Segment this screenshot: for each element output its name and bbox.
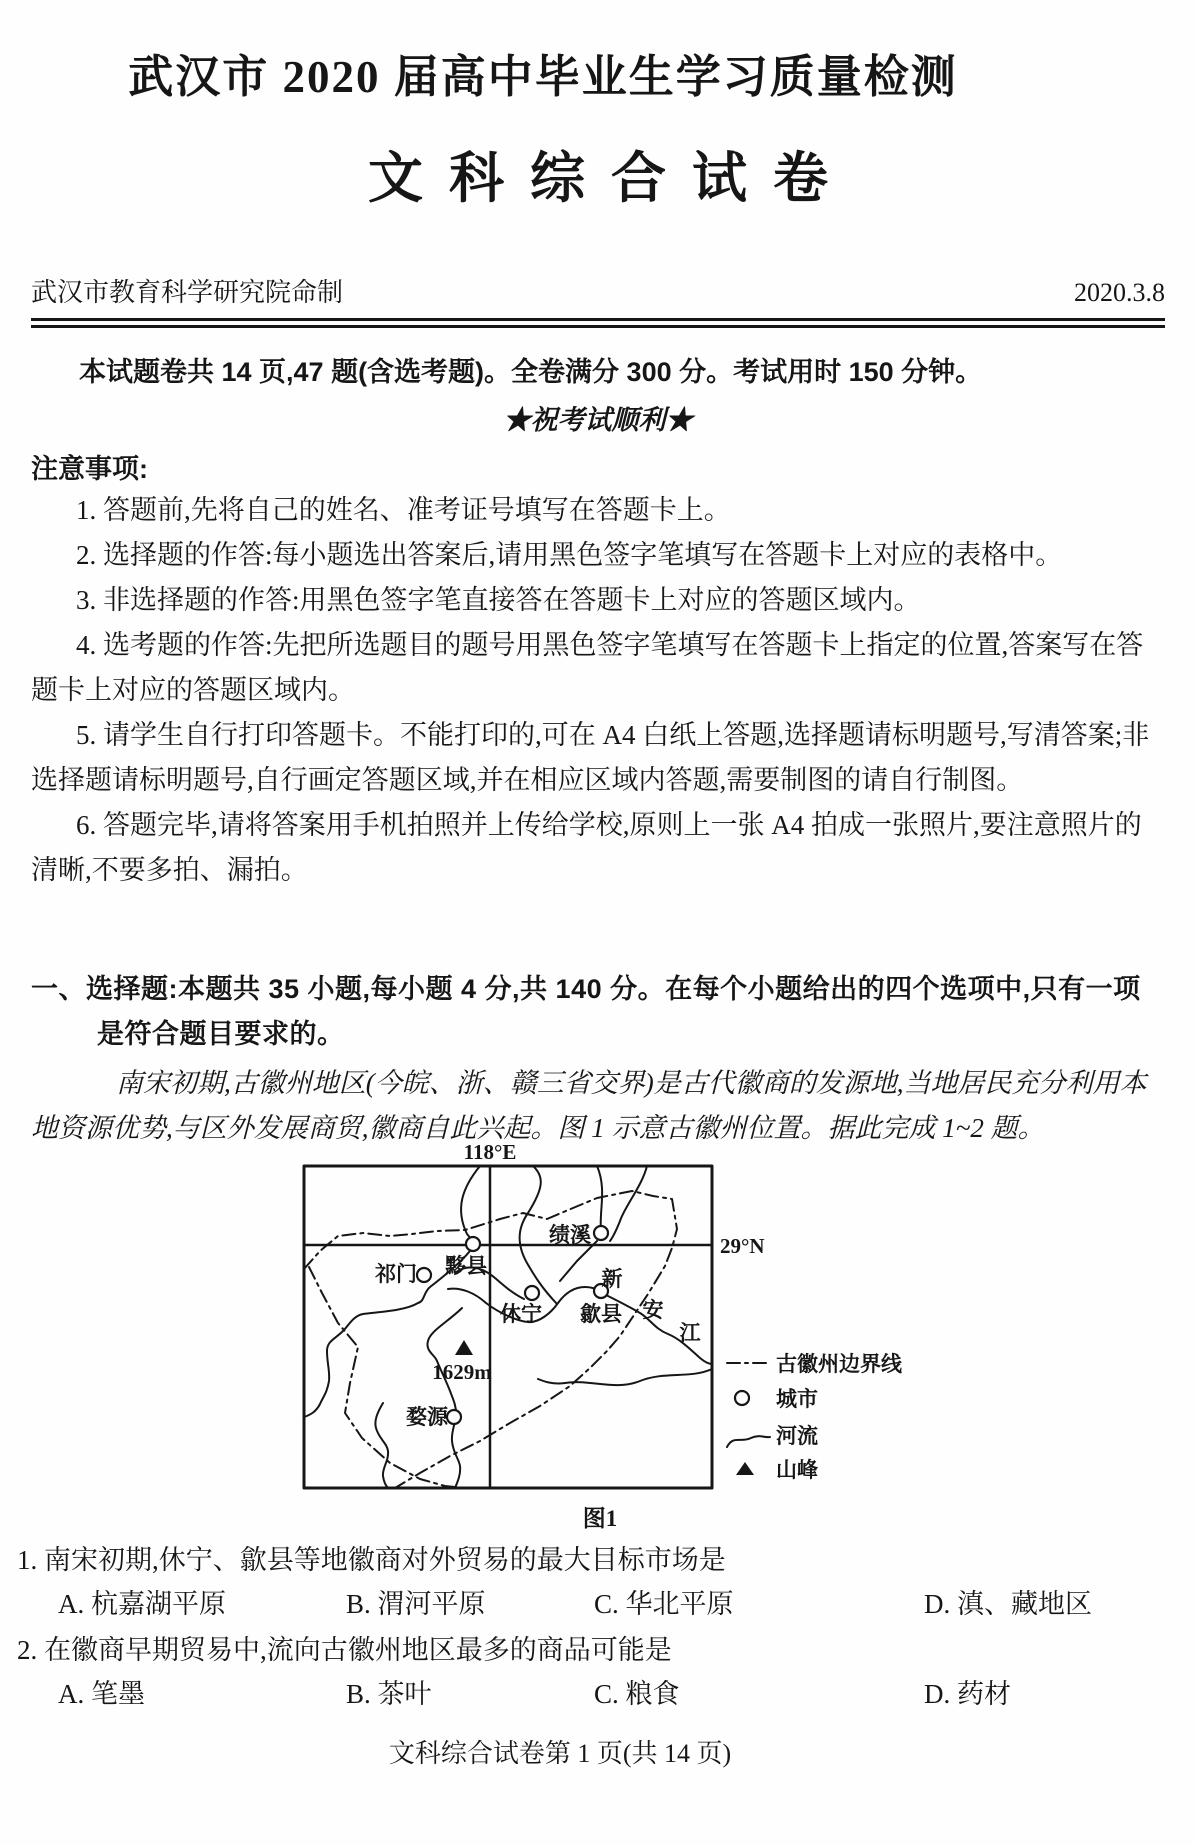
exam-summary: 本试题卷共 14 页,47 题(含选考题)。全卷满分 300 分。考试用时 150 分钟。 xyxy=(79,357,983,387)
legend-city-symbol xyxy=(735,1391,749,1405)
section-heading: 一、选择题:本题共 35 小题,每小题 4 分,共 140 分。在每个小题给出的四个选项中,只有一项是符合题目要求的。 xyxy=(31,974,1141,1049)
question-1-option-b: B. 渭河平原 xyxy=(346,1589,486,1619)
issuer-row xyxy=(31,278,1165,308)
question-1-option-c: C. 华北平原 xyxy=(594,1589,734,1619)
notice-item-6: 6. 答题完毕,请将答案用手机拍照并上传给学校,原则上一张 A4 拍成一张照片,要注意照片的清晰,不要多拍、漏拍。 xyxy=(31,810,1142,885)
legend-peak-label: 山峰 xyxy=(776,1458,818,1482)
double-rule xyxy=(31,318,1165,328)
city-label-yixian: 黟县 xyxy=(445,1254,487,1278)
question-2-options xyxy=(58,1672,1165,1716)
notice-item-2: 2. 选择题的作答:每小题选出答案后,请用黑色签字笔填写在答题卡上对应的表格中。 xyxy=(76,540,1063,570)
map-svg xyxy=(265,1141,905,1536)
city-marker-xiuning xyxy=(525,1286,539,1300)
legend-river-symbol xyxy=(727,1436,770,1447)
city-marker-wuyuan xyxy=(447,1410,461,1424)
city-label-qimen: 祁门 xyxy=(375,1262,417,1286)
page-title: 武汉市 2020 届高中毕业生学习质量检测 xyxy=(128,52,958,102)
question-1-text: 1. 南宋初期,休宁、歙县等地徽商对外贸易的最大目标市场是 xyxy=(17,1545,726,1575)
notice-title: 注意事项: xyxy=(31,454,148,484)
city-marker-qimen xyxy=(417,1268,431,1282)
notice-item-3: 3. 非选择题的作答:用黑色签字笔直接答在答题卡上对应的答题区域内。 xyxy=(76,585,921,615)
map-legend xyxy=(727,1352,903,1482)
notice-item-4: 4. 选考题的作答:先把所选题目的题号用黑色签字笔填写在答题卡上指定的位置,答案写在答题卡上对应的答题区域内。 xyxy=(31,630,1144,705)
city-label-xiuning: 休宁 xyxy=(500,1302,542,1326)
question-2-text: 2. 在徽商早期贸易中,流向古徽州地区最多的商品可能是 xyxy=(17,1635,672,1665)
city-marker-yixian xyxy=(466,1237,480,1251)
notice-item-1: 1. 答题前,先将自己的姓名、准考证号填写在答题卡上。 xyxy=(76,495,731,525)
peak-elevation-label: 1629m xyxy=(432,1360,492,1384)
city-label-wuyuan: 婺源 xyxy=(406,1405,448,1429)
figure-caption: 图1 xyxy=(582,1506,618,1531)
question-2-option-b: B. 茶叶 xyxy=(346,1679,432,1709)
legend-peak-symbol xyxy=(736,1462,754,1475)
legend-city-label: 城市 xyxy=(776,1387,818,1411)
river-northwest xyxy=(461,1166,480,1240)
question-2-option-c: C. 粮食 xyxy=(594,1679,680,1709)
river-wuyuan xyxy=(427,1308,462,1488)
notice-item-5: 5. 请学生自行打印答题卡。不能打印的,可在 A4 白纸上答题,选择题请标明题号,写清答案;非选择题请标明题号,自行画定答题区域,并在相应区域内答题,需要制图的请自行制图。 xyxy=(31,720,1150,795)
issuer-text: 武汉市教育科学研究院命制 xyxy=(31,278,344,307)
stimulus-paragraph: 南宋初期,古徽州地区(今皖、浙、赣三省交界)是古代徽商的发源地,当地居民充分利用本地资源优势,与区外发展商贸,徽商自此兴起。图 1 示意古徽州位置。据此完成 1~2 题。 xyxy=(31,1068,1147,1143)
legend-river-label: 河流 xyxy=(776,1424,818,1448)
figure-map xyxy=(31,1141,1165,1536)
page-footer: 文科综合试卷第 1 页(共 14 页) xyxy=(388,1739,732,1768)
city-label-shexian: 歙县 xyxy=(580,1302,622,1326)
question-1-option-d: D. 滇、藏地区 xyxy=(924,1589,1092,1619)
longitude-label: 118°E xyxy=(463,1141,517,1164)
question-1-option-a: A. 杭嘉湖平原 xyxy=(58,1589,226,1619)
river-label-an: 安 xyxy=(642,1298,664,1322)
city-label-jixi: 绩溪 xyxy=(549,1223,591,1247)
river-label-xin: 新 xyxy=(601,1267,623,1291)
peak-marker xyxy=(455,1340,473,1355)
river-label-jiang: 江 xyxy=(679,1321,701,1345)
latitude-label: 29°N xyxy=(720,1234,765,1258)
question-1-options xyxy=(58,1582,1165,1626)
question-2-option-a: A. 笔墨 xyxy=(58,1679,145,1709)
river-jixi-southwest xyxy=(560,1241,597,1281)
river-southeast xyxy=(538,1369,712,1385)
legend-boundary-label: 古徽州边界线 xyxy=(776,1352,902,1376)
city-marker-jixi xyxy=(594,1226,608,1240)
question-2-option-d: D. 药材 xyxy=(924,1679,1011,1709)
river-northeast xyxy=(610,1166,647,1241)
exam-subtitle: 文科综合试卷 xyxy=(367,148,854,209)
river-southwest-stream xyxy=(375,1403,388,1488)
exam-date: 2020.3.8 xyxy=(1074,278,1165,307)
wish-text: ★祝考试顺利★ xyxy=(503,405,693,435)
